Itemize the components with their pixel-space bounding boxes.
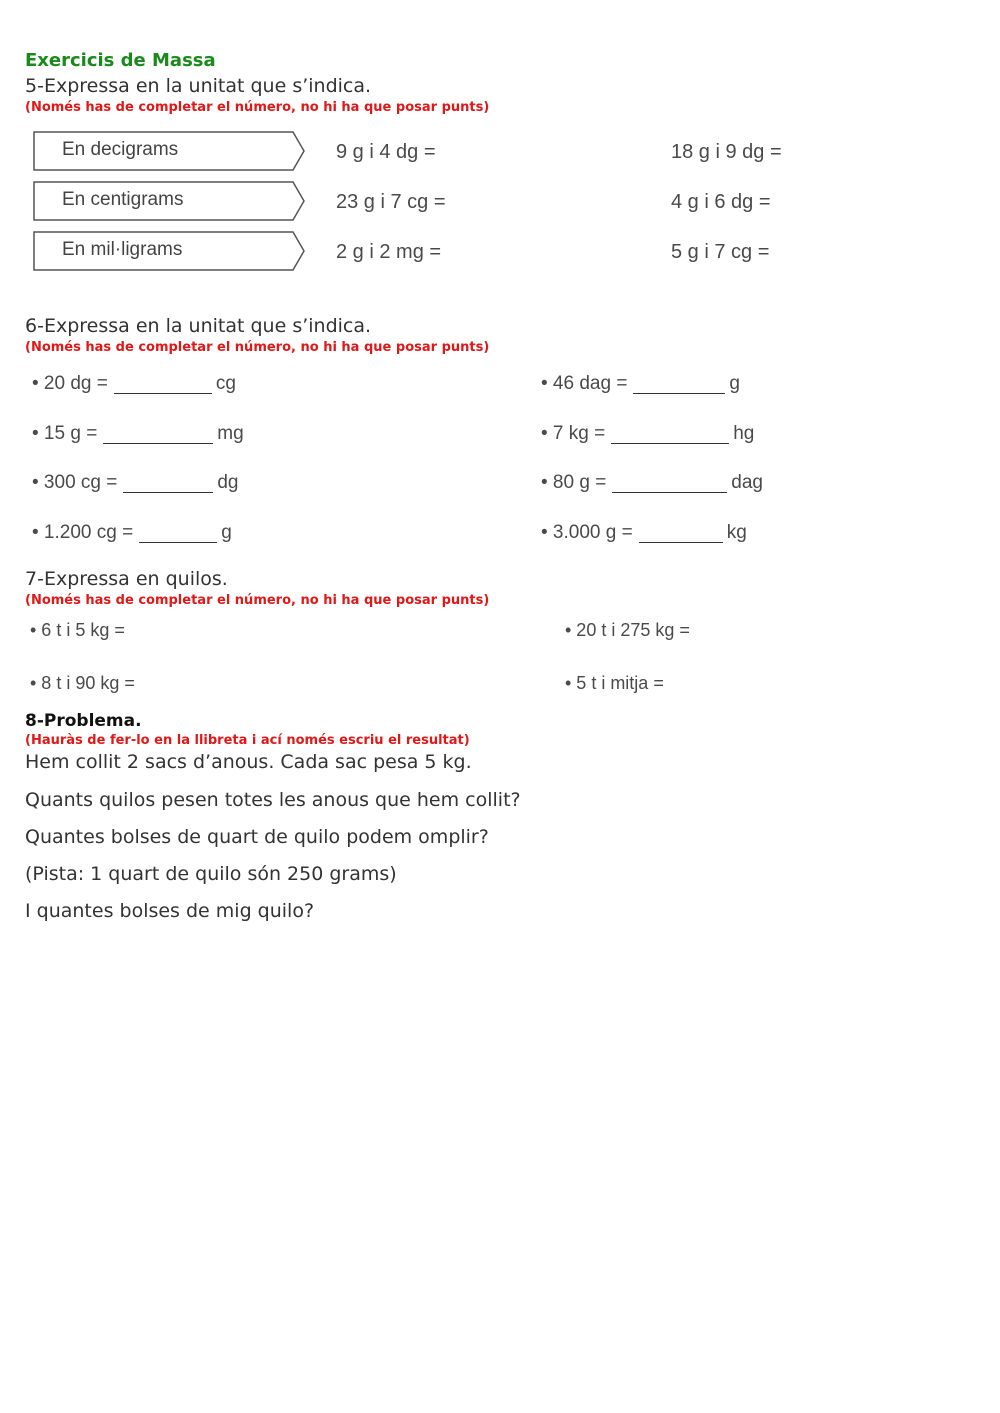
ex5-expression: 5 g i 7 cg = bbox=[671, 241, 770, 263]
ex6-heading: 6-Expressa en la unitat que s’indica. bbox=[25, 315, 372, 337]
problem-question: Quants quilos pesen totes les anous que hem collit? bbox=[25, 789, 521, 811]
ex6-item-unit: dag bbox=[731, 472, 763, 493]
ex6-item bbox=[541, 373, 740, 395]
ex6-item-prefix: • 20 dg = bbox=[32, 373, 108, 394]
page-title: Exercicis de Massa bbox=[25, 50, 216, 71]
ex6-item-prefix: • 46 dag = bbox=[541, 373, 628, 394]
ex7-item: • 20 t i 275 kg = bbox=[565, 620, 690, 640]
ex6-item bbox=[32, 423, 244, 445]
ex5-unit-label: En centigrams bbox=[62, 189, 184, 210]
ex7-note: (Només has de completar el número, no hi ha que posar punts) bbox=[25, 593, 490, 608]
ex6-item bbox=[32, 472, 239, 494]
ex7-item: • 8 t i 90 kg = bbox=[30, 673, 135, 693]
ex8-heading: 8-Problema. bbox=[25, 711, 142, 731]
answer-input[interactable] bbox=[123, 474, 213, 493]
ex5-unit-label: En mil·ligrams bbox=[62, 239, 183, 260]
ex6-item-prefix: • 1.200 cg = bbox=[32, 522, 134, 543]
ex8-note: (Hauràs de fer-lo en la llibreta i ací només escriu el resultat) bbox=[25, 733, 470, 748]
ex6-item-unit: cg bbox=[215, 373, 236, 394]
ex6-item bbox=[32, 373, 236, 395]
ex5-note: (Només has de completar el número, no hi ha que posar punts) bbox=[25, 100, 490, 115]
ex5-expression: 9 g i 4 dg = bbox=[336, 141, 436, 163]
problem-question: Quantes bolses de quart de quilo podem omplir? bbox=[25, 826, 489, 848]
ex6-item-prefix: • 300 cg = bbox=[32, 472, 118, 493]
answer-input[interactable] bbox=[633, 375, 725, 394]
ex7-item: • 6 t i 5 kg = bbox=[30, 620, 125, 640]
ex5-expression: 4 g i 6 dg = bbox=[671, 191, 771, 213]
ex6-item-prefix: • 15 g = bbox=[32, 423, 98, 444]
ex6-item-unit: mg bbox=[217, 423, 244, 444]
answer-input[interactable] bbox=[639, 524, 723, 543]
ex7-heading: 7-Expressa en quilos. bbox=[25, 568, 228, 590]
ex6-item-unit: g bbox=[221, 522, 232, 543]
ex6-note: (Només has de completar el número, no hi ha que posar punts) bbox=[25, 340, 490, 355]
ex6-item bbox=[541, 522, 747, 544]
ex6-item-unit: g bbox=[729, 373, 740, 394]
ex5-expression: 23 g i 7 cg = bbox=[336, 191, 446, 213]
ex6-item-prefix: • 80 g = bbox=[541, 472, 607, 493]
ex7-item: • 5 t i mitja = bbox=[565, 673, 664, 693]
ex6-item-unit: hg bbox=[733, 423, 755, 444]
answer-input[interactable] bbox=[611, 425, 729, 444]
ex6-item bbox=[32, 522, 232, 544]
ex5-unit-box-decigrams bbox=[33, 131, 305, 171]
answer-input[interactable] bbox=[139, 524, 217, 543]
ex5-expression: 2 g i 2 mg = bbox=[336, 241, 442, 263]
ex5-unit-box-centigrams bbox=[33, 181, 305, 221]
ex5-expression: 18 g i 9 dg = bbox=[671, 141, 782, 163]
ex6-item-unit: kg bbox=[726, 522, 747, 543]
problem-text: Hem collit 2 sacs d’anous. Cada sac pesa 5 kg. bbox=[25, 751, 472, 773]
ex6-item bbox=[541, 472, 763, 494]
answer-input[interactable] bbox=[114, 375, 212, 394]
ex5-unit-box-milligrams bbox=[33, 231, 305, 271]
problem-hint: (Pista: 1 quart de quilo són 250 grams) bbox=[25, 863, 397, 885]
ex5-unit-label: En decigrams bbox=[62, 139, 179, 160]
ex6-item-prefix: • 7 kg = bbox=[541, 423, 606, 444]
answer-input[interactable] bbox=[103, 425, 213, 444]
ex5-heading: 5-Expressa en la unitat que s’indica. bbox=[25, 75, 372, 97]
problem-question: I quantes bolses de mig quilo? bbox=[25, 900, 315, 922]
ex6-item-unit: dg bbox=[217, 472, 239, 493]
ex6-item-prefix: • 3.000 g = bbox=[541, 522, 633, 543]
answer-input[interactable] bbox=[612, 474, 727, 493]
ex6-item bbox=[541, 423, 754, 445]
